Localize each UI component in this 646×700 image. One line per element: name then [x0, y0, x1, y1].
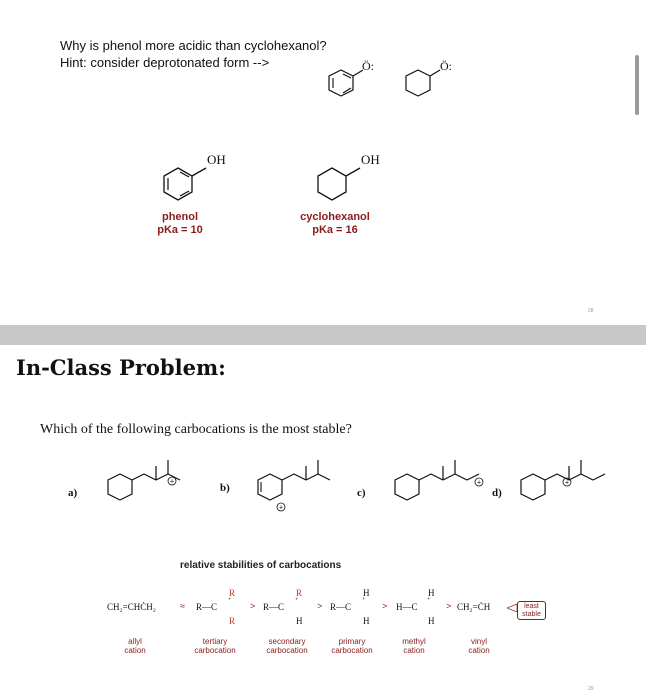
least-stable-badge: least stable [517, 601, 546, 620]
option-a-structure [90, 452, 190, 512]
tertiary-r-bottom: R [229, 616, 236, 626]
slide-number-29: 29 [588, 686, 594, 692]
methyl-h-top: H [428, 588, 435, 598]
cyclohexanol-label: cyclohexanol pKa = 16 [300, 211, 370, 236]
slide-1 [0, 0, 646, 325]
caption-secondary: secondary carbocation [266, 637, 308, 655]
option-a-label: a) [68, 487, 78, 499]
secondary-formula: R—C [263, 602, 285, 612]
option-c-structure [375, 452, 495, 512]
scrollbar-thumb[interactable] [635, 55, 639, 115]
phenoxide-oxygen: Ö: [362, 59, 374, 73]
caption-tertiary: tertiary carbocation [194, 637, 236, 655]
secondary-h: H [296, 616, 303, 626]
tertiary-formula: R—C [196, 602, 218, 612]
slide-heading: In-Class Problem: [16, 355, 226, 380]
option-b-label: b) [220, 482, 230, 494]
primary-h-bottom: H [363, 616, 370, 626]
primary-h-top: H [363, 588, 370, 598]
option-c-label: c) [357, 487, 366, 499]
question-text: Why is phenol more acidic than cyclohexanol? [60, 38, 327, 53]
option-b-charge: + [278, 504, 284, 512]
tertiary-plus: + [228, 597, 232, 603]
primary-plus: + [362, 597, 366, 603]
option-c-charge: + [476, 479, 482, 487]
gt-sign-1: > [250, 601, 256, 611]
option-d-structure [505, 452, 615, 512]
tertiary-r-top: R [229, 588, 236, 598]
problem-text: Which of the following carbocations is the most stable? [40, 422, 352, 437]
caption-vinyl: vinyl cation [468, 637, 490, 655]
vinyl-formula: CH₂=ĊH [457, 602, 491, 612]
methyl-formula: H—C [396, 602, 418, 612]
caption-methyl: methyl cation [402, 637, 426, 655]
gt-sign-4: > [446, 601, 452, 611]
secondary-r: R [296, 588, 303, 598]
slide-2 [0, 345, 646, 700]
cyclohexanol-oh: OH [361, 152, 380, 167]
approx-sign: ≈ [180, 601, 185, 611]
caption-allyl: allyl cation [124, 637, 146, 655]
option-d-charge: + [564, 479, 570, 487]
primary-formula: R—C [330, 602, 352, 612]
methyl-plus: + [427, 597, 431, 603]
option-d-label: d) [492, 487, 502, 499]
phenol-label: phenol pKa = 10 [157, 211, 203, 236]
gt-sign-2: > [317, 601, 323, 611]
slide-divider [0, 325, 646, 345]
option-b-structure [230, 452, 350, 522]
stability-title: relative stabilities of carbocations [180, 560, 342, 571]
methyl-h-bottom: H [428, 616, 435, 626]
gt-sign-3: > [382, 601, 388, 611]
option-a-charge: + [169, 478, 175, 486]
phenol-oh: OH [207, 152, 226, 167]
secondary-plus: + [295, 597, 299, 603]
allyl-formula: CH₂=CHĊH₂ [107, 602, 156, 612]
caption-primary: primary carbocation [331, 637, 373, 655]
slide-number-28: 28 [588, 308, 594, 314]
hint-text: Hint: consider deprotonated form --> [60, 55, 270, 70]
cyclohexoxide-oxygen: Ö: [440, 59, 452, 73]
